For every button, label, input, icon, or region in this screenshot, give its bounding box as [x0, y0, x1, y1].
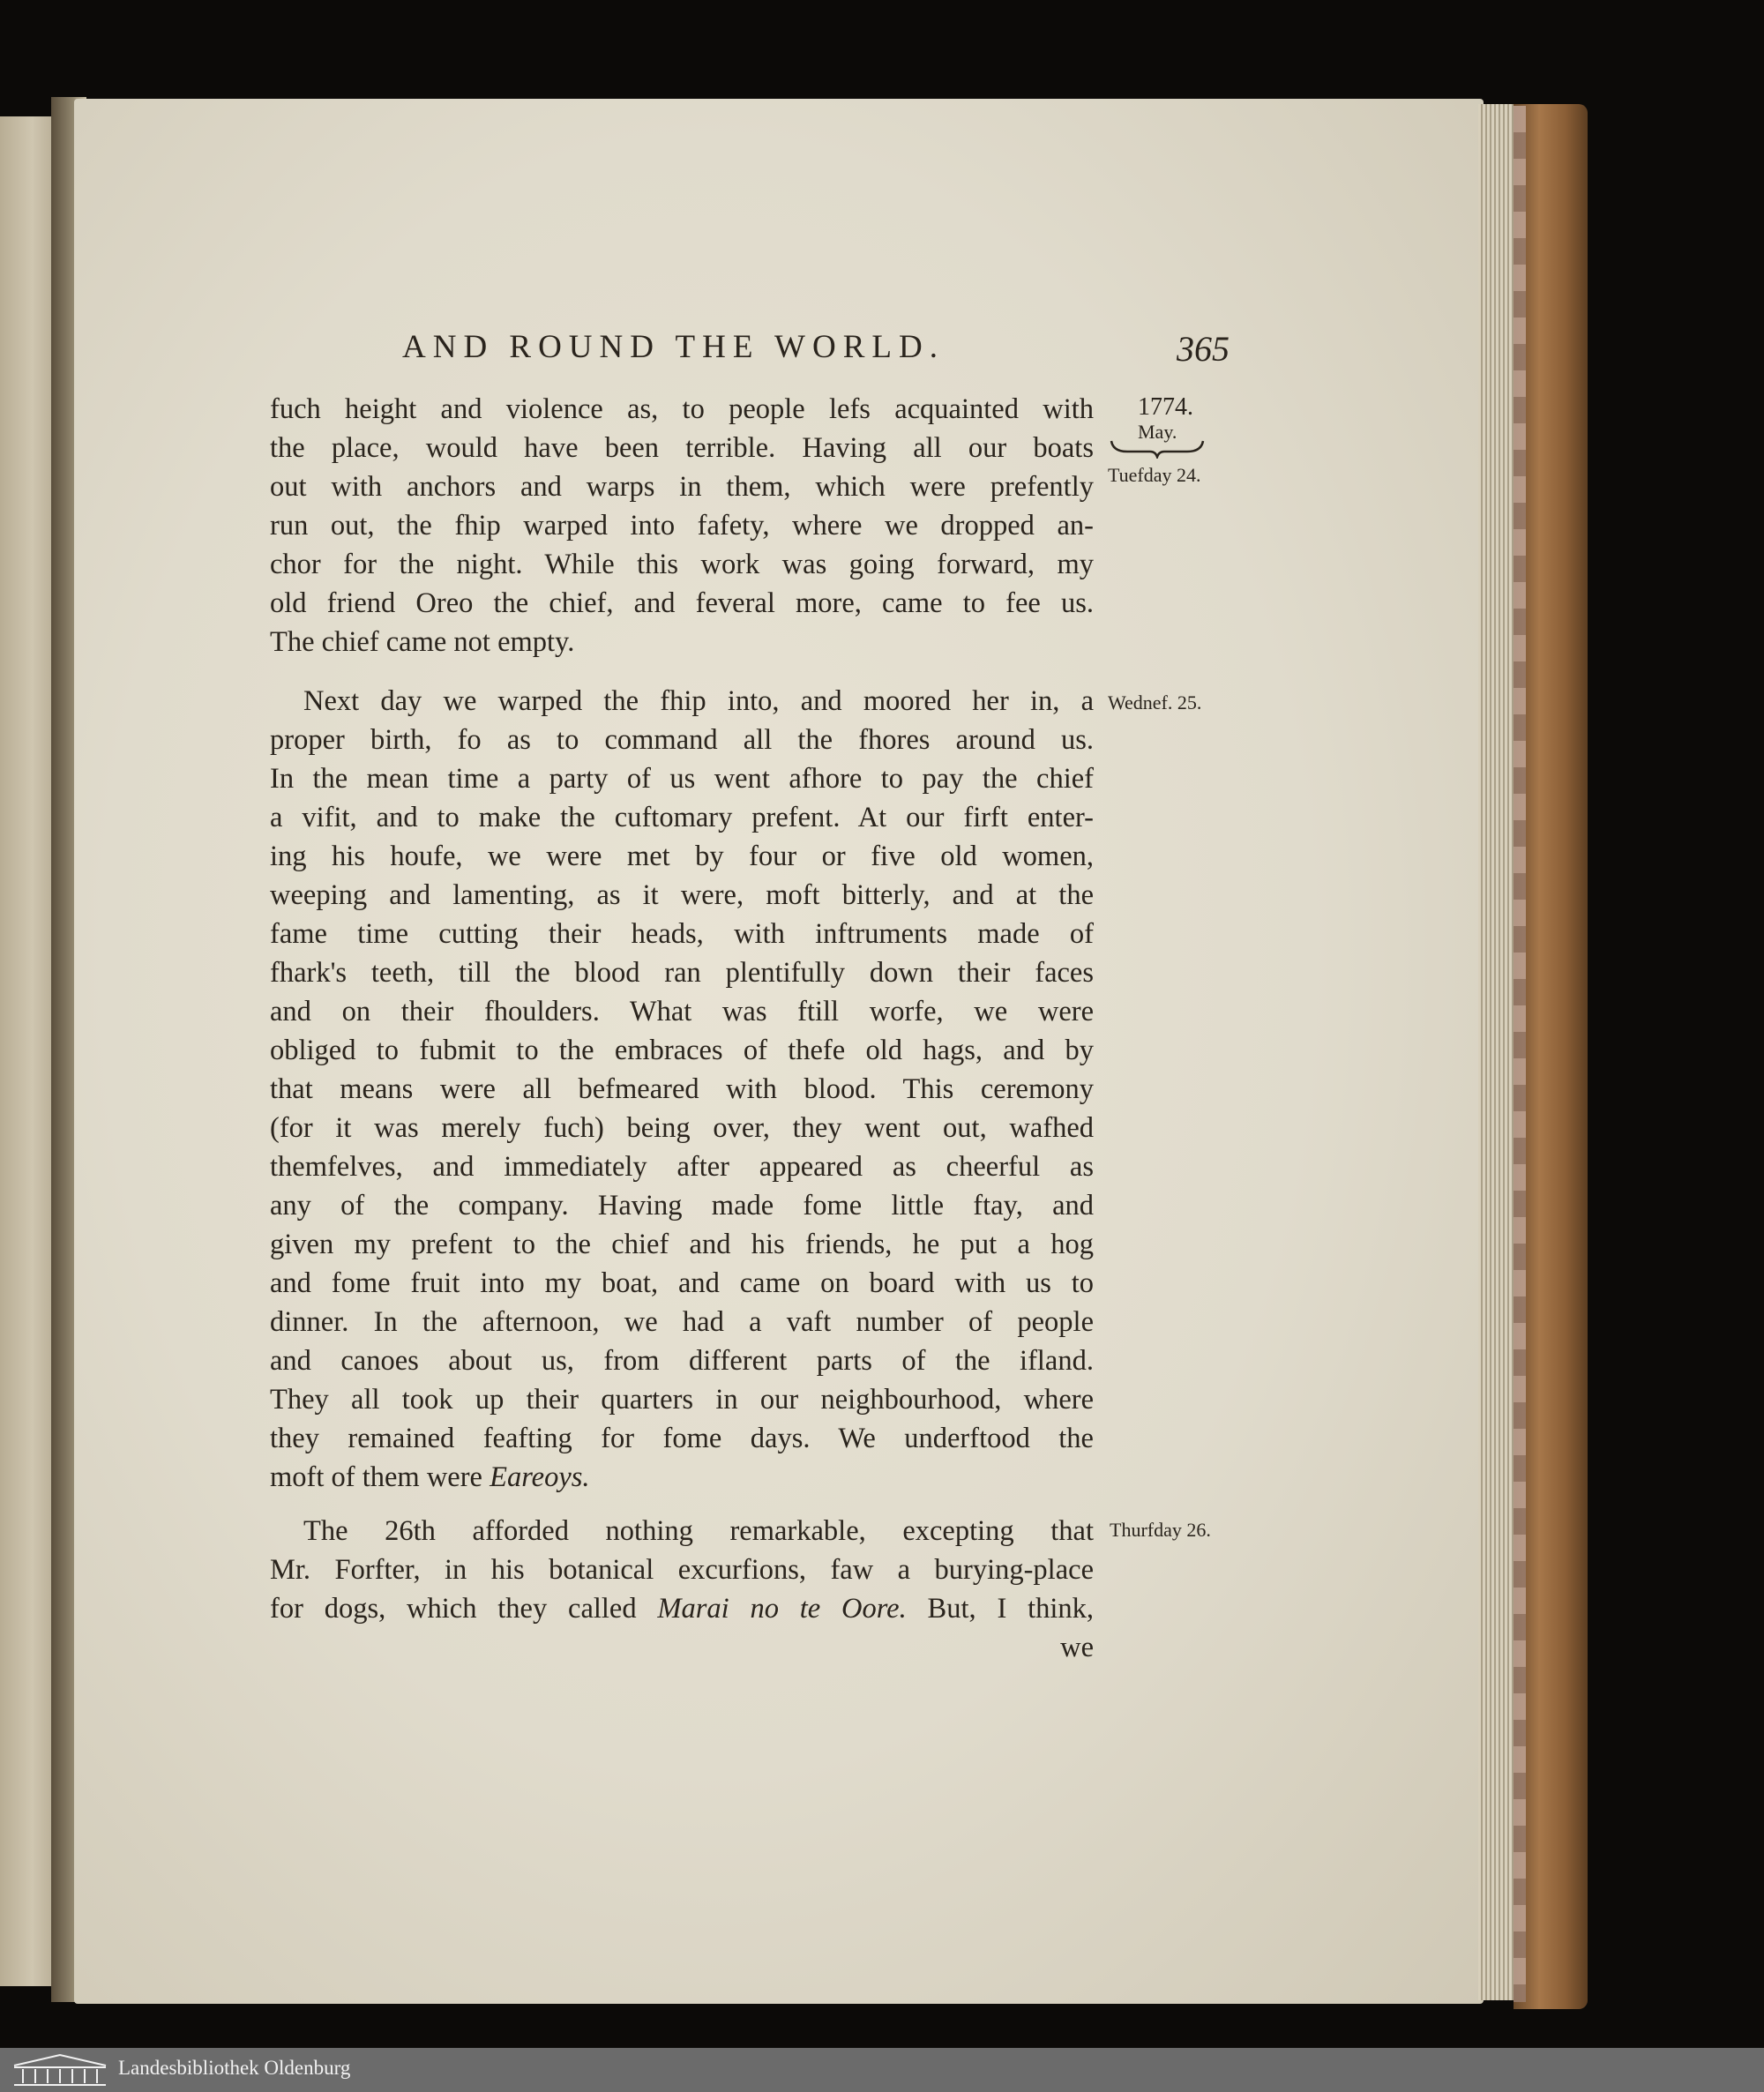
- paragraph-1: [270, 390, 1094, 661]
- italic-term: Eareoys.: [490, 1461, 590, 1493]
- margin-note-month: May.: [1138, 421, 1177, 443]
- italic-term: Marai no te Oore.: [657, 1593, 907, 1625]
- library-building-icon: [12, 2053, 108, 2087]
- text-line: fame time cutting their heads, with inftruments made of: [270, 918, 1094, 950]
- text-line: the place, would have been terrible. Having all our boats: [270, 432, 1094, 464]
- text-line: The 26th afforded nothing remarkable, excepting that: [303, 1515, 1094, 1547]
- text-line: proper birth, fo as to command all the fhores around us.: [270, 724, 1094, 756]
- text-line: fuch height and violence as, to people lefs acquainted with: [270, 393, 1094, 425]
- footer-bar: [0, 2048, 1764, 2092]
- text-line: they remained feafting for fome days. We underftood the: [270, 1423, 1094, 1454]
- text-line: out with anchors and warps in them, which were prefently: [270, 471, 1094, 503]
- text-line: and canoes about us, from different parts of the ifland.: [270, 1345, 1094, 1377]
- text-line: [270, 1589, 1094, 1628]
- left-page-edge: [0, 116, 58, 1986]
- cover-edge-strip: [1514, 106, 1526, 2002]
- margin-note-tuesday: Tuefday 24.: [1108, 464, 1201, 486]
- text-run: moft of them were: [270, 1461, 490, 1493]
- text-line: and fome fruit into my boat, and came on board with us to: [270, 1267, 1094, 1299]
- text-line: dinner. In the afternoon, we had a vaft number of people: [270, 1306, 1094, 1338]
- text-line: They all took up their quarters in our neighbourhood, where: [270, 1384, 1094, 1416]
- text-line: run out, the fhip warped into fafety, where we dropped an-: [270, 510, 1094, 542]
- page-number: 365: [1177, 329, 1230, 369]
- margin-brace-icon: [1108, 437, 1207, 459]
- running-head: AND ROUND THE WORLD.: [402, 329, 945, 365]
- text-line: weeping and lamenting, as it were, moft bitterly, and at the: [270, 879, 1094, 911]
- margin-note-thursday: Thurfday 26.: [1110, 1519, 1211, 1541]
- text-line: obliged to fubmit to the embraces of thefe old hags, and by: [270, 1035, 1094, 1066]
- text-line: In the mean time a party of us went afhore to pay the chief: [270, 763, 1094, 795]
- text-line: old friend Oreo the chief, and feveral more, came to fee us.: [270, 587, 1094, 619]
- text-line: Next day we warped the fhip into, and moored her in, a: [303, 685, 1094, 717]
- text-line: that means were all befmeared with blood. This ceremony: [270, 1073, 1094, 1105]
- text-line: Mr. Forfter, in his botanical excurfions, faw a burying-place: [270, 1554, 1094, 1586]
- paragraph-2: [270, 682, 1094, 1497]
- text-line: given my prefent to the chief and his friends, he put a hog: [270, 1229, 1094, 1260]
- paragraph-3: [270, 1512, 1094, 1667]
- text-line: fhark's teeth, till the blood ran plentifully down their faces: [270, 957, 1094, 989]
- text-line: a vifit, and to make the cuftomary prefent. At our firft enter-: [270, 802, 1094, 833]
- library-name: Landesbibliothek Oldenburg: [118, 2057, 351, 2079]
- text-line: [270, 1458, 1094, 1497]
- text-line: and on their fhoulders. What was ftill worfe, we were: [270, 996, 1094, 1027]
- margin-note-wednesday: Wednef. 25.: [1108, 691, 1202, 714]
- text-line: any of the company. Having made fome little ftay, and: [270, 1190, 1094, 1222]
- text-run: But, I think,: [906, 1593, 1095, 1625]
- catchword: we: [1060, 1632, 1094, 1663]
- text-line: The chief came not empty.: [270, 626, 575, 658]
- text-line: ing his houfe, we were met by four or five old women,: [270, 841, 1094, 872]
- text-line: chor for the night. While this work was going forward, my: [270, 549, 1094, 580]
- text-line: themfelves, and immediately after appeared as cheerful as: [270, 1151, 1094, 1183]
- margin-note-year: 1774.: [1138, 393, 1193, 421]
- text-run: for dogs, which they called: [270, 1593, 658, 1625]
- text-line: (for it was merely fuch) being over, they went out, wafhed: [270, 1112, 1094, 1144]
- page-edges: [1478, 104, 1514, 2000]
